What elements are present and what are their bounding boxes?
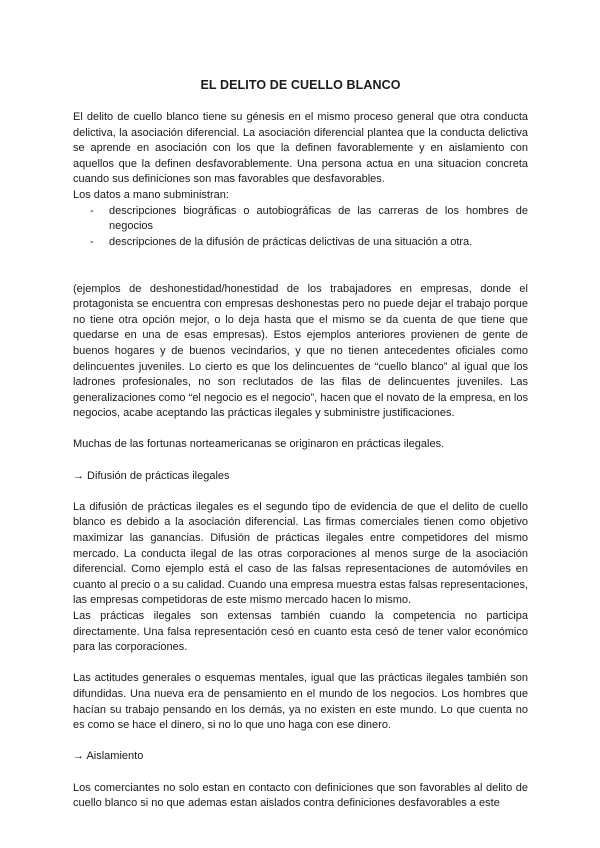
attitudes-paragraph: Las actitudes generales o esquemas mentales, igual que las prácticas ilegales también son difundidas. Una nueva era de pensamiento en el mundo de los negocios. Los hombres que hacían su trabajo pensando en los demás, ya no existen en este mundo. Lo que cuenta no es como se hace el dinero, si no lo que uno haga con ese dinero.: [73, 672, 528, 732]
sources-list: [73, 204, 528, 251]
list-dash-marker: -: [90, 204, 94, 217]
list-item-text: descripciones biográficas o autobiográficas de las carreras de los hombres de negocios: [109, 204, 528, 233]
list-item: [73, 204, 528, 235]
list-item-text: descripciones de la difusión de prácticas delictivas de una situación a otra.: [109, 235, 473, 248]
diffusion-paragraph-1: La difusión de prácticas ilegales es el segundo tipo de evidencia de que el delito de cuello blanco es debido a la asociación diferencial. Las firmas comerciales tienen como objetivo maximizar las ganancias. Difusión de prácticas ilegales entre competidores del mismo mercado. La conducta ilegal de las otras corporaciones al menos surge de la asociación diferencial. Como ejemplo está el caso de las falsas representaciones de automóviles en cuanto al precio o a su calidad. Cuando una empresa muestra estas falsas representaciones, las empresas competidoras de este mismo mercado hacen lo mismo.: [73, 500, 528, 607]
section-heading-diffusion: → Difusión de prácticas ilegales: [73, 469, 230, 482]
intro-paragraph: El delito de cuello blanco tiene su génesis en el mismo proceso general que otra conducta delictiva, la asociación diferencial. La asociación diferencial plantea que la conducta delictiva se aprende en asociación con los que la definen favorablemente y en aislamiento con aquellos que la definen desfavorablemente. Una persona actua en una situacion concreta cuando sus definiciones son mas favorables que desfavorables.: [73, 111, 528, 186]
isolation-paragraph: Los comerciantes no solo estan en contacto con definiciones que son favorables al delito de cuello blanco si no que ademas estan aislados contra definiciones desfavorables a este: [73, 781, 528, 810]
section-heading-isolation: → Aislamiento: [73, 750, 144, 763]
list-dash-marker: -: [90, 235, 94, 248]
list-item: [73, 235, 528, 251]
document-title: EL DELITO DE CUELLO BLANCO: [200, 78, 401, 92]
document-page: [73, 78, 528, 812]
examples-paragraph: (ejemplos de deshonestidad/honestidad de los trabajadores en empresas, donde el protagonista se encuentra con empresas deshonestas pero no puede dejar el trabajo porque no tiene otra opción mejor, o lo deja hasta que el mismo se da cuenta de que tiene que quedarse en una de esas empresas). Estos ejemplos anteriores provienen de gente de buenos hogares y de buenos vecindarios, y que no tienen antecedentes oficiales como delincuentes juveniles. Lo cierto es que los delincuentes de “cuello blanco” al igual que los ladrones profesionales, no son reclutados de las filas de delincuentes juveniles. Las generalizaciones como “el negocio es el negocio”, hacen que el novato de la empresa, en los negocios, acabe aceptando las prácticas ilegales y subministre justificaciones.: [73, 282, 528, 420]
fortunes-paragraph: Muchas de las fortunas norteamericanas se originaron en prácticas ilegales.: [73, 438, 445, 451]
data-intro-line: Los datos a mano subministran:: [73, 188, 229, 201]
diffusion-paragraph-2: Las prácticas ilegales son extensas también cuando la competencia no participa directamente. Una falsa representación cesó en cuanto esta cesó de tener valor económico para las corporaciones.: [73, 610, 528, 654]
